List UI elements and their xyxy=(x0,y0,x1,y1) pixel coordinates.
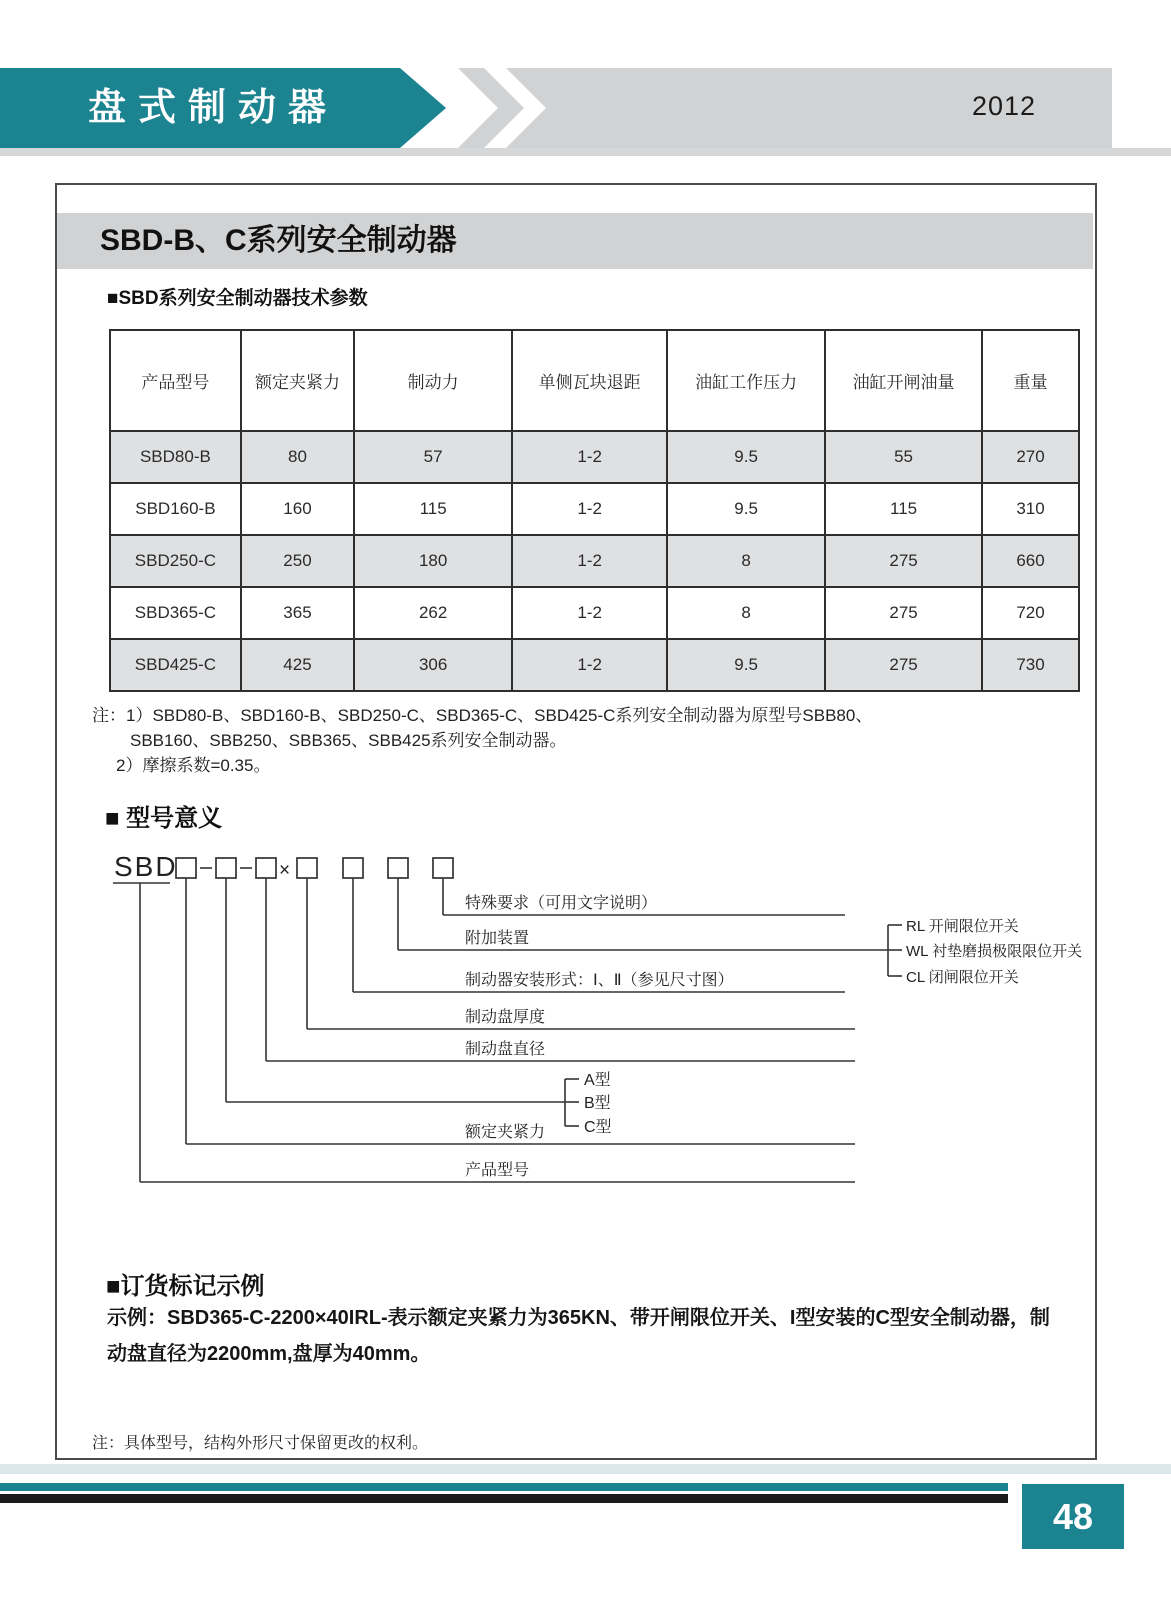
code-box-clamping xyxy=(176,858,196,878)
footer-teal-stripe xyxy=(0,1483,1008,1491)
label-thickness: 制动盘厚度 xyxy=(465,1009,546,1026)
label-type-b: B型 xyxy=(584,1095,611,1112)
cell: 1-2 xyxy=(512,587,667,639)
cell-model: SBD425-C xyxy=(110,639,241,691)
banner-title: 盘式制动器 xyxy=(88,87,339,129)
cell: 275 xyxy=(825,587,982,639)
label-switch-wl: WL 衬垫磨损极限限位开关 xyxy=(906,943,1083,960)
label-switch-cl: CL 闭闸限位开关 xyxy=(906,969,1019,986)
cell: 1-2 xyxy=(512,535,667,587)
cell: 1-2 xyxy=(512,639,667,691)
cell-model: SBD160-B xyxy=(110,483,241,535)
cell: 55 xyxy=(825,431,982,483)
times-symbol: × xyxy=(279,860,291,881)
table-note-line2: SBB160、SBB250、SBB365、SBB425系列安全制动器。 xyxy=(130,731,567,750)
cell: 306 xyxy=(354,639,512,691)
ordering-example-line1: 示例：SBD365-C-2200×40IRL-表示额定夹紧力为365KN、带开闸限位开关、I型安装的C型安全制动器，制 xyxy=(107,1307,1050,1329)
cell: 180 xyxy=(354,535,512,587)
cell: 730 xyxy=(982,639,1079,691)
code-box-mounting xyxy=(343,858,363,878)
col-header: 单侧瓦块退距 xyxy=(512,330,667,431)
cell: 720 xyxy=(982,587,1079,639)
table-row xyxy=(110,587,1079,639)
label-mounting: 制动器安装形式：Ⅰ、Ⅱ（参见尺寸图） xyxy=(465,972,734,989)
ordering-heading: ■订货标记示例 xyxy=(106,1273,265,1300)
specs-table xyxy=(109,329,1080,692)
cell: 270 xyxy=(982,431,1079,483)
label-product: 产品型号 xyxy=(465,1162,530,1179)
footer-black-stripe xyxy=(0,1494,1008,1503)
cell-model: SBD250-C xyxy=(110,535,241,587)
cell: 1-2 xyxy=(512,483,667,535)
cell: 1-2 xyxy=(512,431,667,483)
cell: 250 xyxy=(241,535,354,587)
ordering-example-line2: 动盘直径为2200mm,盘厚为40mm。 xyxy=(107,1343,431,1365)
cell: 115 xyxy=(354,483,512,535)
cell: 660 xyxy=(982,535,1079,587)
cell: 115 xyxy=(825,483,982,535)
specs-heading: ■SBD系列安全制动器技术参数 xyxy=(107,288,368,309)
code-box-attachment xyxy=(388,858,408,878)
model-meaning-heading: ■ 型号意义 xyxy=(105,805,223,832)
table-header-row xyxy=(110,330,1079,431)
cell: 80 xyxy=(241,431,354,483)
code-box-special xyxy=(433,858,453,878)
cell: 310 xyxy=(982,483,1079,535)
section-title: SBD-B、C系列安全制动器 xyxy=(100,224,457,257)
col-header: 重量 xyxy=(982,330,1079,431)
col-header: 制动力 xyxy=(354,330,512,431)
cell: 9.5 xyxy=(667,431,825,483)
cell: 8 xyxy=(667,535,825,587)
label-attachment: 附加装置 xyxy=(465,930,530,947)
table-row xyxy=(110,639,1079,691)
code-box-thickness xyxy=(297,858,317,878)
label-type-c: C型 xyxy=(584,1119,612,1136)
bottom-note: 注：具体型号，结构外形尺寸保留更改的权利。 xyxy=(92,1435,429,1452)
col-header: 油缸开闸油量 xyxy=(825,330,982,431)
cell: 9.5 xyxy=(667,639,825,691)
cell-model: SBD80-B xyxy=(110,431,241,483)
code-box-diameter xyxy=(256,858,276,878)
table-row xyxy=(110,431,1079,483)
ordering-example xyxy=(107,1300,1092,1372)
code-box-type xyxy=(216,858,236,878)
table-row xyxy=(110,483,1079,535)
cell: 8 xyxy=(667,587,825,639)
table-row xyxy=(110,535,1079,587)
col-header: 产品型号 xyxy=(110,330,241,431)
model-code-diagram xyxy=(100,843,1095,1198)
cell: 160 xyxy=(241,483,354,535)
cell-model: SBD365-C xyxy=(110,587,241,639)
table-note-line1: 注：1）SBD80-B、SBD160-B、SBD250-C、SBD365-C、SBD425-C系列安全制动器为原型号SBB80、 xyxy=(92,706,873,725)
footer-light-band xyxy=(0,1464,1171,1474)
table-note-line3: 2）摩擦系数=0.35。 xyxy=(116,756,271,775)
label-diameter: 制动盘直径 xyxy=(465,1041,546,1058)
cell: 9.5 xyxy=(667,483,825,535)
label-type-a: A型 xyxy=(584,1072,611,1089)
label-special: 特殊要求（可用文字说明） xyxy=(465,895,658,912)
cell: 262 xyxy=(354,587,512,639)
col-header: 额定夹紧力 xyxy=(241,330,354,431)
header-chevron-icon xyxy=(458,68,526,148)
cell: 275 xyxy=(825,639,982,691)
col-header: 油缸工作压力 xyxy=(667,330,825,431)
cell: 425 xyxy=(241,639,354,691)
cell: 57 xyxy=(354,431,512,483)
model-prefix: SBD xyxy=(114,851,178,882)
header-year: 2012 xyxy=(972,91,1037,121)
label-switch-rl: RL 开闸限位开关 xyxy=(906,918,1019,935)
label-clamping: 额定夹紧力 xyxy=(465,1124,546,1141)
cell: 275 xyxy=(825,535,982,587)
cell: 365 xyxy=(241,587,354,639)
page-number-badge: 48 xyxy=(1022,1484,1124,1549)
header-under-stripe xyxy=(0,148,1171,156)
